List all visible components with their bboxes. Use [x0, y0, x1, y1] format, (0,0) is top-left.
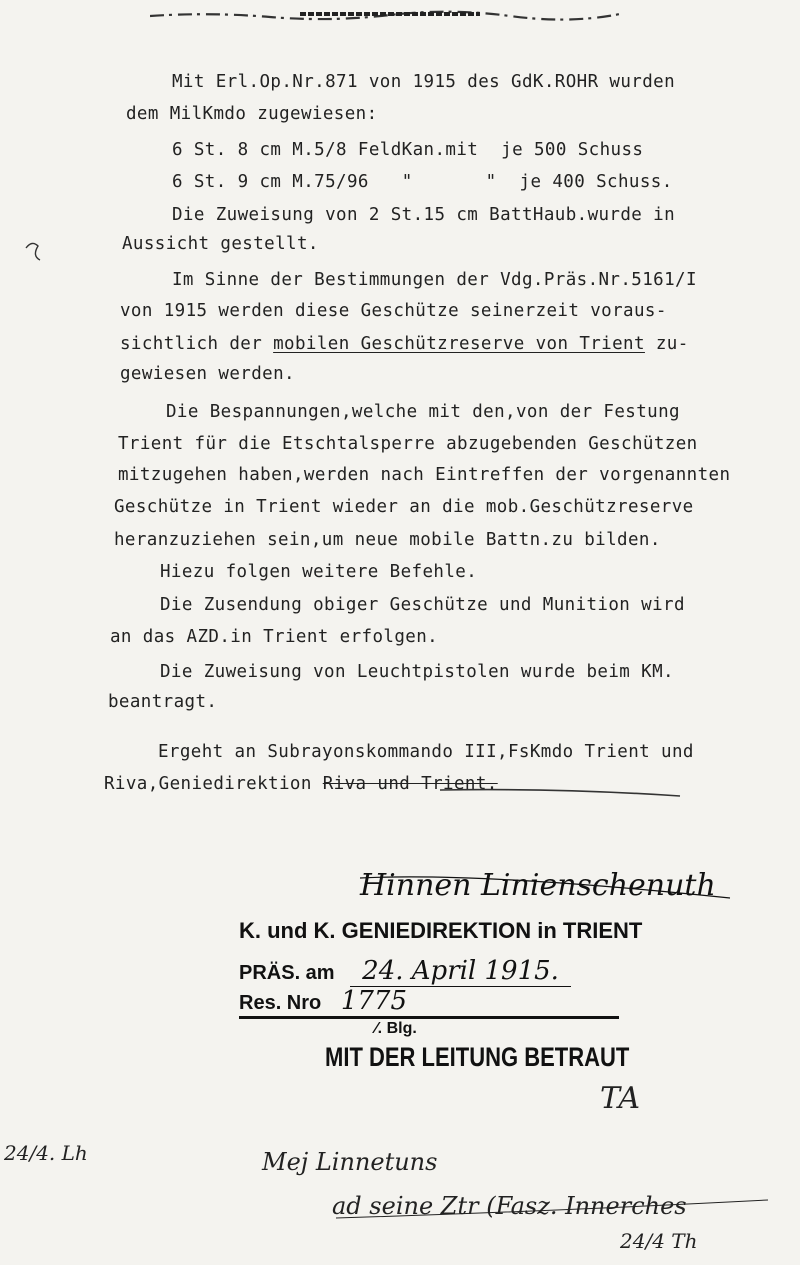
text-line: Hiezu folgen weitere Befehle.: [160, 562, 478, 582]
text-line: sichtlich der mobilen Geschützreserve von Trient zu-: [120, 334, 689, 354]
text-line: Die Zuweisung von 2 St.15 cm BattHaub.wurde in: [172, 205, 676, 225]
margin-note: 24/4. Lh: [4, 1141, 88, 1165]
text-line: Die Zuweisung von Leuchtpistolen wurde beim KM.: [160, 662, 674, 682]
text-line: heranzuziehen sein,um neue mobile Battn.zu bilden.: [114, 530, 661, 550]
text-line: Die Bespannungen,welche mit den,von der Festung: [166, 402, 680, 422]
text-line: Riva,Geniedirektion Riva und Trient.: [104, 774, 498, 794]
text-line: dem MilKmdo zugewiesen:: [126, 104, 378, 124]
top-edge-smudge: [150, 6, 620, 22]
struck-through-text: Riva und Trient.: [322, 774, 498, 794]
stamp-number-row: [239, 986, 417, 1016]
text-line: Trient für die Etschtalsperre abzugebenden Geschützen: [118, 434, 698, 454]
signature: Hinnen Linienschenuth: [360, 868, 716, 903]
text-line: gewiesen werden.: [120, 364, 295, 384]
text-line: Ergeht an Subrayonskommando III,FsKmdo Trient und: [158, 742, 694, 762]
stamp-leitung: MIT DER LEITUNG BETRAUT: [325, 1042, 630, 1072]
stamp-number-value: 1775: [331, 986, 417, 1017]
text-line: an das AZD.in Trient erfolgen.: [110, 627, 439, 647]
stamp-enclosures: ⁄. Blg.: [375, 1020, 417, 1037]
stamp-divider: [239, 1016, 619, 1019]
stamp-date-value: 24. April 1915.: [350, 956, 571, 987]
text-line: Aussicht gestellt.: [122, 234, 319, 254]
note-line: 24/4 Th: [620, 1229, 698, 1253]
text-line: Im Sinne der Bestimmungen der Vdg.Präs.Nr.5161/I: [172, 270, 697, 290]
text-line: Die Zusendung obiger Geschütze und Munition wird: [160, 595, 685, 615]
initials: TA: [600, 1081, 641, 1116]
stamp-date-label: PRÄS. am: [239, 962, 335, 984]
text-line: Mit Erl.Op.Nr.871 von 1915 des GdK.ROHR wurden: [172, 72, 676, 92]
stamp-date-row: [239, 956, 571, 986]
text-line: von 1915 werden diese Geschütze seinerzeit voraus-: [120, 301, 667, 321]
allocation-item: 6 St. 9 cm M.75/96 " " je 400 Schuss.: [172, 172, 673, 192]
text-line: mitzugehen haben,werden nach Eintreffen der vorgenannten: [118, 465, 731, 485]
note-line: ad seine Ztr (Fasz. Innerches: [332, 1192, 687, 1220]
stamp-title: K. und K. GENIEDIREKTION in TRIENT: [239, 918, 643, 943]
note-line: Mej Linnetuns: [262, 1148, 438, 1176]
stamp-number-label: Res. Nro: [239, 992, 322, 1014]
text-line: Geschütze in Trient wieder an die mob.Geschützreserve: [114, 497, 694, 517]
text-line: beantragt.: [108, 692, 218, 712]
underlined-phrase: mobilen Geschützreserve von Trient: [273, 334, 645, 354]
allocation-item: 6 St. 8 cm M.5/8 FeldKan.mit je 500 Schuss: [172, 140, 644, 160]
